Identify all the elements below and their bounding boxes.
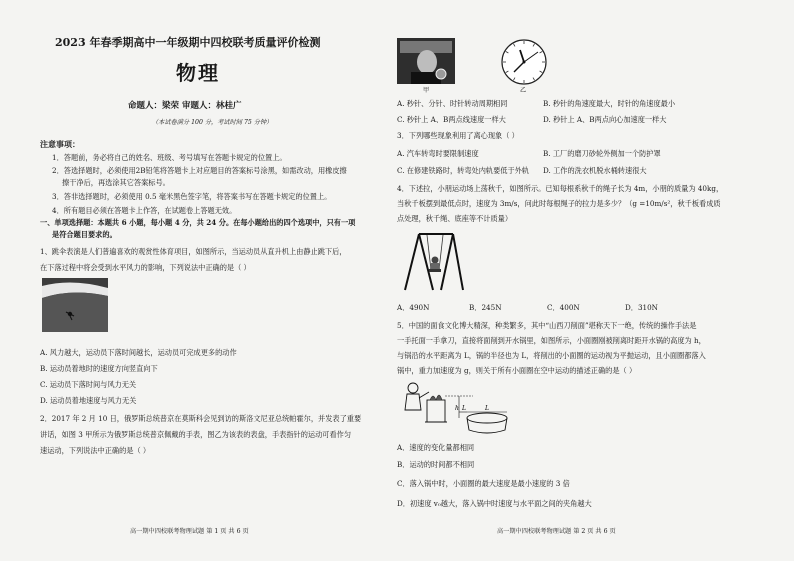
q3-text: 3．下列哪些现象利用了离心现象（ ） bbox=[397, 131, 519, 140]
note-2: 2．答选择题时，必须使用2B铅笔将答题卡上对应题目的答案标号涂黑，如需改动，用橡皮擦 bbox=[52, 166, 347, 175]
q1-option-d: D. 运动员着地速度与风力无关 bbox=[40, 396, 137, 405]
page-2 bbox=[397, 0, 794, 561]
section-1-heading: 一、单项选择题：本题共 6 小题，每小题 4 分，共 24 分。在每小题给出的四个选项中，只有一项 bbox=[40, 218, 356, 227]
q3-option-a: A. 汽车转弯时要限制速度 bbox=[397, 149, 479, 158]
q1-option-c: C. 运动员下落时间与风力无关 bbox=[40, 380, 137, 389]
q5-option-b: B．运动的时间都不相同 bbox=[397, 460, 475, 469]
footer-page-1: 高一期中四校联考物理试题 第 1 页 共 6 页 bbox=[130, 528, 249, 535]
q3-option-b: B. 工厂的磨刀砂轮外侧加一个防护罩 bbox=[543, 149, 661, 158]
q3-option-d: D. 工作的洗衣机脱水桶转速很大 bbox=[543, 166, 647, 175]
note-2-cont: 擦干净后，再选涂其它答案标号。 bbox=[62, 178, 170, 187]
noodle-cutting-diagram bbox=[399, 378, 511, 436]
footer-page-2: 高一期中四校联考物理试题 第 2 页 共 6 页 bbox=[497, 528, 616, 535]
q1-option-b: B. 运动员着地时的速度方向竖直向下 bbox=[40, 364, 158, 373]
q5-option-c: C．落入锅中时，小面圈的最大速度是最小速度的 3 倍 bbox=[397, 479, 570, 488]
fig5-label-l2: L bbox=[485, 405, 489, 412]
note-4: 4．所有题目必须在答题卡上作答，在试题卷上答题无效。 bbox=[52, 206, 237, 215]
q1-option-a: A. 风力越大，运动员下落时间越长，运动员可完成更多的动作 bbox=[40, 348, 237, 357]
q2-text-3: 速运动，下列说法中正确的是（ ） bbox=[40, 446, 151, 455]
swing-diagram bbox=[397, 230, 467, 292]
q2-option-a: A. 秒针、分针、时针转动周期相同 bbox=[397, 99, 508, 108]
q5-text-2: 一手托面一手拿刀，直接将面削到开水锅里，如图所示，小面圈刚被削离时距开水锅的高度为 h， bbox=[397, 336, 706, 345]
q4-text-2: 当秋千板摆到最低点时，速度为 3m/s，问此时每根绳子的拉力是多少？（g =10m/s²，秋千板看成质 bbox=[397, 199, 721, 208]
fig5-label-h: h bbox=[455, 405, 459, 412]
authors: 命题人：梁荣 审题人：林桂广 bbox=[128, 101, 242, 111]
q2-option-b: B. 秒针的角速度最大，时针的角速度最小 bbox=[543, 99, 676, 108]
fig2-label-jia: 甲 bbox=[423, 87, 430, 94]
q4-text-3: 点处理，秋千绳、底座等不计质量） bbox=[397, 214, 513, 223]
clock-face-diagram bbox=[500, 38, 548, 86]
fig2-label-yi: 乙 bbox=[520, 87, 527, 94]
q5-text-1: 5．中国的面食文化博大精深，种类繁多，其中“山西刀削面”堪称天下一绝，传统的操作手法是 bbox=[397, 321, 697, 330]
q5-option-a: A．速度的变化量都相同 bbox=[397, 443, 475, 452]
watch-photo bbox=[397, 38, 455, 84]
exam-title: 2023 年春季期高中一年级期中四校联考质量评价检测 bbox=[55, 36, 321, 49]
notes-heading: 注意事项： bbox=[40, 139, 80, 149]
q4-text-1: 4．下述拉，小朋运动场上荡秋千，如图所示。已知每根系秋千的绳子长为 4m，小朋的质量为 40kg， bbox=[397, 184, 724, 193]
note-3: 3．答非选择题时，必须使用 0.5 毫米黑色签字笔，将答案书写在答题卡规定的位置上。 bbox=[52, 192, 332, 201]
q4-option-c: C．400N bbox=[547, 303, 580, 312]
q1-text-2: 在下落过程中将会受到水平风力的影响，下列说法中正确的是（ ） bbox=[40, 263, 251, 272]
q2-option-d: D. 秒针上 A、B两点向心加速度一样大 bbox=[543, 115, 667, 124]
q5-text-4: 锅中，重力加速度为 g，则关于所有小面圈在空中运动的描述正确的是（ ） bbox=[397, 366, 637, 375]
q4-option-a: A．490N bbox=[397, 303, 430, 312]
score-note: （本试卷满分 100 分，考试时间 75 分钟） bbox=[152, 119, 273, 126]
subject-title: 物理 bbox=[176, 61, 220, 85]
q1-text-1: 1、跳伞表演是人们普遍喜欢的观赏性体育项目，如图所示，当运动员从直升机上由静止跳下后， bbox=[40, 247, 347, 256]
q3-option-c: C. 在修建铁路时，转弯处内轨要低于外轨 bbox=[397, 166, 530, 175]
q5-option-d: D．初速度 v₀越大，落入锅中时速度与水平面之间的夹角越大 bbox=[397, 499, 592, 508]
skydiver-photo bbox=[42, 278, 108, 332]
fig5-label-l1: L bbox=[462, 405, 466, 412]
q2-text-2: 讲话，如图 3 甲所示为俄罗斯总统普京佩戴的手表，图乙为该表的表盘，手表指针的运动可看作匀 bbox=[40, 430, 352, 439]
q2-text-1: 2．2017 年 2 月 10 日，俄罗斯总统普京在莫斯科会见到访的斯洛文尼亚总统帕霍尔，并发表了重要 bbox=[40, 414, 362, 423]
q4-option-d: D．310N bbox=[625, 303, 658, 312]
q5-text-3: 与锅沿的水平距离为 L，锅的半径也为 L，将削出的小面圈的运动视为平抛运动，且小面圈都落入 bbox=[397, 351, 706, 360]
section-1-heading-cont: 是符合题目要求的。 bbox=[52, 230, 117, 239]
q4-option-b: B．245N bbox=[469, 303, 502, 312]
note-1: 1．答题前，务必将自己的姓名、班级、考号填写在答题卡规定的位置上。 bbox=[52, 153, 287, 162]
q2-option-c: C. 秒针上 A、B两点线速度一样大 bbox=[397, 115, 506, 124]
